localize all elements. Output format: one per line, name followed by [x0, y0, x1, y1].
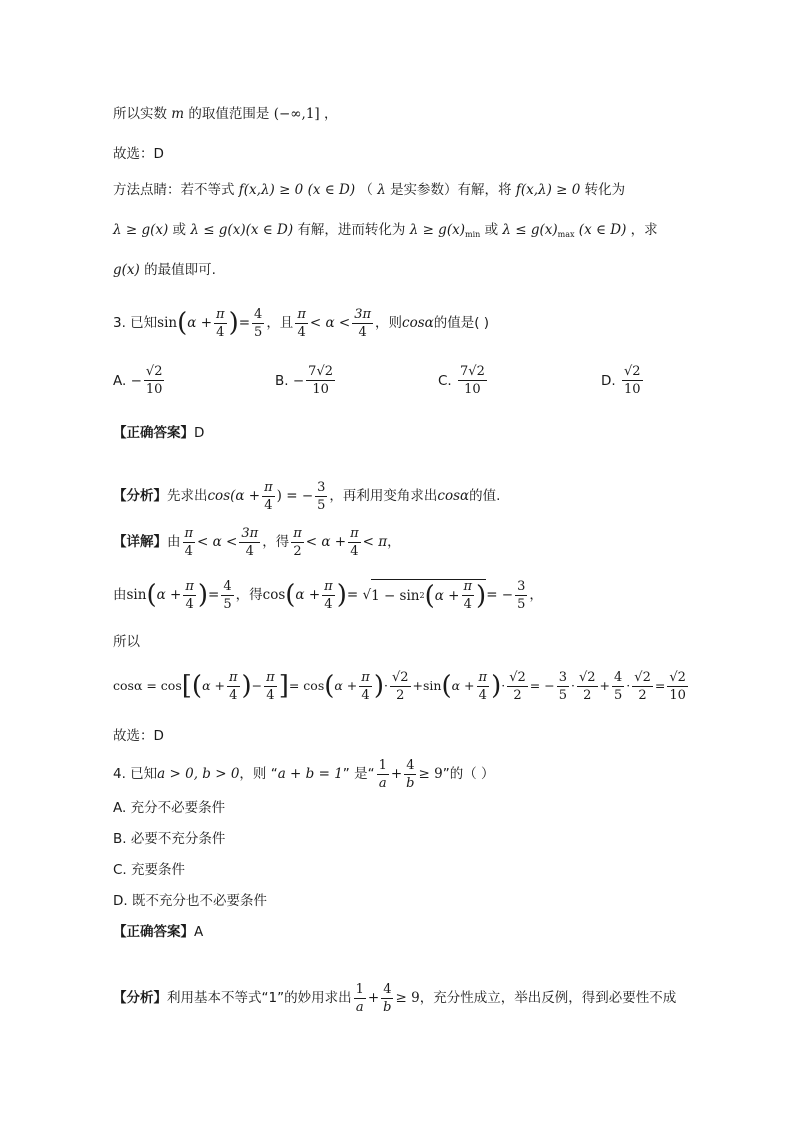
math: ·	[626, 678, 631, 693]
answer-tag: 【正确答案】	[113, 924, 194, 940]
denominator: 4	[463, 597, 472, 612]
math: f(x,λ) ≥ 0 (x ∈ D)	[238, 182, 356, 198]
fraction	[354, 983, 366, 1014]
text: 转化为	[584, 182, 626, 198]
detail-line	[113, 524, 401, 560]
math: < α <	[197, 534, 238, 550]
fraction	[144, 365, 165, 396]
answer-value: A	[194, 924, 204, 940]
numerator: 7√2	[308, 364, 333, 379]
sign: −	[130, 372, 142, 389]
numerator: 3π	[241, 525, 259, 541]
math: = cos	[288, 678, 325, 693]
denominator: 4	[324, 596, 333, 612]
fraction	[183, 527, 196, 558]
option-c[interactable]	[438, 365, 489, 396]
fraction	[239, 527, 260, 558]
question-3-stem	[113, 305, 489, 341]
numerator: 4	[614, 669, 623, 685]
math: = √	[346, 587, 372, 603]
paren: (	[285, 580, 296, 610]
subscript: min	[464, 230, 481, 239]
math: cosα	[402, 315, 434, 331]
paren: )	[336, 580, 347, 610]
fraction	[667, 671, 688, 702]
derivation-line	[113, 664, 690, 708]
math: = −	[486, 587, 514, 603]
text: ，	[323, 106, 338, 122]
option-a[interactable]: A. 充分不必要条件	[113, 800, 226, 816]
paren: (	[191, 671, 203, 701]
math: sin	[126, 587, 147, 603]
math: λ ≥ g(x)	[113, 222, 169, 238]
text: 的取值范围是	[188, 106, 270, 122]
denominator: 2	[583, 687, 592, 703]
bracket: ]	[278, 671, 289, 701]
denominator: 10	[145, 382, 163, 397]
numerator: 4	[406, 757, 415, 773]
fraction	[462, 580, 475, 611]
text: ，则 “	[239, 766, 278, 782]
text: 的最值即可.	[144, 262, 216, 278]
denominator: 4	[264, 497, 273, 513]
text: ，	[529, 587, 543, 603]
analysis-tag: 【分析】	[113, 990, 167, 1006]
text: ，且	[266, 315, 294, 331]
fraction	[390, 671, 411, 702]
math: (−∞,1]	[273, 106, 320, 122]
fraction	[404, 759, 416, 790]
numerator: √2	[578, 669, 596, 685]
math: α +	[156, 587, 182, 603]
bracket: [	[181, 671, 192, 701]
option-d[interactable]	[601, 365, 645, 396]
numerator: π	[463, 579, 473, 594]
math: α +	[202, 678, 225, 693]
question-4-stem: 4. 已知 a > 0, b > 0 ，则 “ a + b = 1 ” 是“ $\frac{1}{a}$ + $\frac{4}{b}$ ≥ 9 ”的（ ）	[113, 757, 495, 791]
math: α +	[295, 587, 321, 603]
denominator: 10	[669, 687, 686, 703]
math: cosα	[437, 488, 470, 504]
fraction	[557, 671, 569, 702]
fraction	[612, 671, 624, 702]
math: (x ∈ D)	[578, 222, 627, 238]
fraction	[622, 365, 643, 396]
text: ，得	[235, 587, 263, 603]
sign: −	[292, 372, 305, 389]
math: f(x,λ) ≥ 0	[515, 182, 581, 198]
text: 方法点睛：若不等式	[113, 182, 235, 198]
numerator: π	[264, 479, 273, 495]
text: 3. 已知	[113, 315, 158, 331]
numerator: 3	[317, 479, 326, 495]
math: ·	[383, 678, 388, 693]
analysis-line: 【分析】 利用基本不等式“1”的妙用求出 $\frac{1}{a}$ + $\frac{4}{b}$ ≥ 9 ，充分性成立，举出反例，得到必要性不成	[113, 981, 677, 1015]
math: m	[171, 106, 185, 122]
denominator: 4	[266, 687, 275, 703]
text: 利用基本不等式“1”的妙用求出	[167, 990, 352, 1006]
math: +	[599, 678, 611, 693]
text: ”的（ ）	[442, 766, 495, 782]
math: a + b = 1	[277, 766, 343, 782]
denominator: 4	[297, 324, 306, 340]
numerator: 3	[558, 669, 567, 685]
numerator: 3π	[354, 306, 372, 322]
option-b[interactable]	[275, 365, 337, 396]
text-line: 所以	[113, 634, 140, 650]
math: α +	[434, 587, 460, 604]
paren: )	[197, 580, 209, 610]
fraction	[306, 365, 335, 396]
math: cosα = cos	[113, 678, 182, 693]
fraction	[252, 308, 264, 339]
denominator: 4	[358, 324, 367, 340]
text: （	[359, 182, 373, 198]
denominator: 2	[638, 687, 647, 703]
math: ) = −	[276, 488, 314, 504]
numerator: 3	[517, 578, 526, 594]
denominator: a	[378, 775, 387, 791]
paren: )	[491, 671, 502, 701]
math: ·	[570, 678, 575, 693]
numerator: 1	[355, 981, 364, 997]
numerator: 4	[223, 578, 232, 594]
math: λ	[377, 182, 386, 198]
fraction	[577, 671, 598, 702]
subscript: max	[557, 230, 575, 239]
math: λ ≤ g(x)	[502, 222, 558, 238]
denominator: 4	[216, 324, 225, 340]
question-3-options	[113, 365, 673, 409]
paren: (	[177, 308, 188, 338]
numerator: π	[216, 306, 225, 322]
detail-tag: 【详解】	[113, 534, 167, 550]
numerator: π	[350, 525, 359, 541]
paren: (	[324, 671, 335, 701]
math: λ ≥ g(x)	[409, 222, 465, 238]
math: 1 − sin	[371, 587, 420, 604]
denominator: 5	[558, 687, 567, 703]
numerator: π	[184, 525, 194, 541]
math: ≥ 9	[395, 990, 420, 1006]
paren: (	[441, 671, 452, 701]
fraction	[183, 580, 196, 611]
numerator: 1	[378, 757, 387, 773]
text: ，求	[630, 222, 658, 238]
text: 所以实数	[113, 106, 167, 122]
answer-line	[113, 922, 203, 942]
text: 是实参数）有解，将	[390, 182, 512, 198]
math: = −	[529, 678, 555, 693]
math: ·	[501, 678, 506, 693]
answer-tag: 【正确答案】	[113, 425, 194, 441]
text: 或	[484, 222, 499, 238]
numerator: π	[293, 525, 302, 541]
math: ≥ 9	[418, 766, 443, 782]
text: 有解，进而转化为	[297, 222, 406, 238]
text-line	[113, 180, 625, 200]
denominator: 4	[229, 687, 238, 703]
denominator: b	[383, 999, 392, 1015]
text-line	[113, 220, 658, 245]
math: λ ≤ g(x)(x ∈ D)	[190, 222, 294, 238]
option-b[interactable]: B. 必要不充分条件	[113, 831, 226, 847]
fraction	[348, 527, 361, 558]
text: 或	[172, 222, 187, 238]
derivation-line	[113, 575, 543, 615]
fraction	[264, 671, 277, 702]
text-line: 故选：D	[113, 146, 164, 162]
numerator: π	[266, 669, 275, 685]
numerator: π	[228, 669, 238, 685]
analysis-line	[113, 478, 500, 514]
denominator: 4	[478, 687, 487, 703]
option-label: D.	[601, 372, 616, 389]
denominator: 10	[312, 382, 329, 397]
fraction	[359, 671, 372, 702]
text: ” 是“	[342, 766, 375, 782]
denominator: 2	[513, 687, 522, 703]
text: 由	[167, 534, 181, 550]
answer-line	[113, 423, 204, 443]
math: +	[412, 678, 424, 693]
denominator: 10	[623, 382, 641, 397]
denominator: 4	[185, 596, 194, 612]
option-label: B.	[275, 372, 289, 389]
denominator: 5	[254, 324, 263, 340]
numerator: π	[478, 669, 488, 685]
fraction	[515, 580, 527, 611]
fraction	[214, 308, 227, 339]
fraction	[477, 671, 490, 702]
numerator: π	[361, 669, 370, 685]
denominator: 10	[464, 382, 481, 397]
fraction	[315, 481, 327, 512]
text: 的值.	[469, 488, 501, 504]
analysis-tag: 【分析】	[113, 488, 167, 504]
math: α +	[451, 678, 475, 693]
option-label: C.	[438, 372, 452, 389]
math: < α +	[305, 534, 347, 550]
fraction	[322, 580, 335, 611]
math: cos(α +	[207, 488, 261, 504]
text: ，得	[262, 534, 290, 550]
denominator: b	[406, 775, 415, 791]
text: 先求出	[167, 488, 208, 504]
denominator: 4	[350, 543, 359, 559]
fraction	[352, 308, 373, 339]
text: ，再利用变角求出	[329, 488, 438, 504]
math: =	[208, 587, 220, 603]
denominator: 2	[293, 543, 302, 559]
numerator: π	[185, 578, 194, 594]
denominator: 5	[317, 497, 326, 513]
denominator: 5	[614, 687, 623, 703]
option-a[interactable]	[113, 365, 166, 396]
text: ，	[387, 534, 401, 550]
math: =	[238, 315, 251, 331]
numerator: √2	[669, 669, 686, 685]
fraction	[632, 671, 653, 702]
paren: (	[424, 580, 435, 611]
option-d[interactable]: D. 既不充分也不必要条件	[113, 893, 267, 909]
fraction	[377, 759, 389, 790]
numerator: √2	[145, 364, 163, 379]
numerator: π	[297, 306, 306, 322]
numerator: √2	[623, 364, 641, 379]
fraction	[295, 308, 308, 339]
text: 由	[113, 587, 127, 603]
denominator: 2	[396, 687, 405, 703]
denominator: a	[355, 999, 364, 1015]
text: 的值是( )	[433, 315, 490, 331]
text-line: 故选：D	[113, 728, 164, 744]
math: g(x)	[113, 262, 140, 278]
fraction	[221, 580, 233, 611]
fraction	[227, 671, 240, 702]
fraction	[291, 527, 304, 558]
numerator: √2	[634, 669, 651, 685]
text: ，则	[375, 315, 403, 331]
denominator: 5	[223, 596, 232, 612]
fraction	[458, 365, 487, 396]
fraction	[381, 983, 393, 1014]
numerator: √2	[391, 669, 409, 685]
answer-value: D	[194, 425, 205, 441]
math: =	[654, 678, 666, 693]
fraction	[262, 481, 275, 512]
paren: )	[228, 308, 239, 338]
math: α +	[187, 315, 213, 331]
text: 4. 已知	[113, 766, 158, 782]
paren: (	[146, 580, 157, 610]
math: sin	[157, 315, 178, 331]
math: cos	[262, 587, 286, 603]
numerator: 4	[254, 306, 263, 322]
denominator: 4	[361, 687, 370, 703]
paren: )	[241, 671, 252, 701]
option-c[interactable]: C. 充要条件	[113, 862, 186, 878]
numerator: 4	[383, 981, 392, 997]
text-line	[113, 104, 337, 124]
fraction	[507, 671, 528, 702]
option-label: A.	[113, 372, 127, 389]
paren: )	[373, 671, 384, 701]
paren: )	[476, 580, 487, 611]
numerator: √2	[509, 669, 526, 685]
sqrt-radicand: 1 − sin 2 ( α + $\frac{\pi}{4}$ )	[371, 579, 487, 612]
text-line	[113, 260, 216, 280]
math: −	[251, 678, 263, 693]
math: < α <	[309, 315, 351, 331]
numerator: π	[324, 578, 333, 594]
denominator: 5	[517, 596, 526, 612]
math: sin	[423, 678, 442, 693]
denominator: 4	[245, 543, 254, 559]
math: α +	[334, 678, 358, 693]
denominator: 4	[184, 543, 193, 559]
text: ，充分性成立，举出反例，得到必要性不成	[419, 990, 677, 1006]
numerator: 7√2	[460, 364, 485, 379]
math: a > 0, b > 0	[157, 766, 240, 782]
math: < π	[362, 534, 388, 550]
